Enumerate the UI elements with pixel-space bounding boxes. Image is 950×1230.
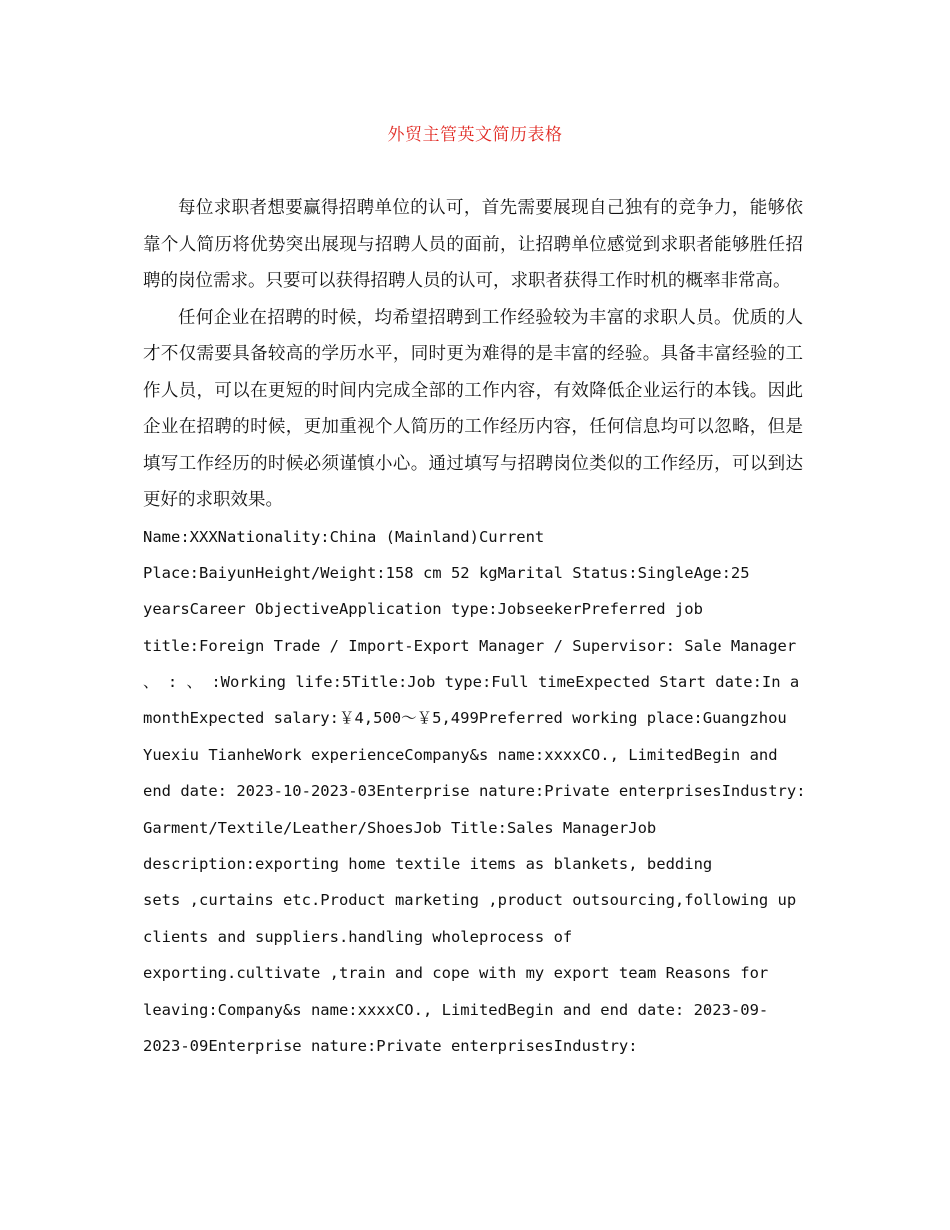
document-body xyxy=(143,190,806,1064)
resume-line: sets ,curtains etc.Product marketing ,product outsourcing,following up xyxy=(143,891,797,910)
resume-line: Yuexiu TianheWork experienceCompany&s name:xxxxCO., LimitedBegin and xyxy=(143,745,778,764)
resume-line: Name:XXXNationality:China (Mainland)Current xyxy=(143,527,545,546)
resume-line: clients and suppliers.handling wholeprocess of xyxy=(143,927,573,946)
resume-line: title:Foreign Trade / Import-Export Manager / Supervisor: Sale Manager xyxy=(143,636,797,655)
resume-line: description:exporting home textile items as blankets, bedding xyxy=(143,855,713,874)
resume-line: monthExpected salary:￥4,500～￥5,499Preferred working place:Guangzhou xyxy=(143,709,787,728)
resume-line: 2023-09Enterprise nature:Private enterprisesIndustry: xyxy=(143,1036,638,1055)
resume-line: end date: 2023-10-2023-03Enterprise nature:Private enterprisesIndustry: xyxy=(143,782,806,801)
intro-paragraph-2: 任何企业在招聘的时候，均希望招聘到工作经验较为丰富的求职人员。优质的人才不仅需要具备较高的学历水平，同时更为难得的是丰富的经验。具备丰富经验的工作人员，可以在更短的时间内完成全部的工作内容，有效降低企业运行的本钱。因此企业在招聘的时候，更加重视个人简历的工作经历内容，任何信息均可以忽略，但是填写工作经历的时候必须谨慎小心。通过填写与招聘岗位类似的工作经历，可以到达更好的求职效果。 xyxy=(143,307,803,510)
resume-line: Place:BaiyunHeight/Weight:158 cm 52 kgMarital Status:SingleAge:25 xyxy=(143,563,750,582)
resume-line: yearsCareer ObjectiveApplication type:JobseekerPreferred job xyxy=(143,600,703,619)
resume-line: 、 : 、 :Working life:5Title:Job type:Full timeExpected Start date:In a xyxy=(143,673,800,692)
document-title: 外贸主管英文简历表格 xyxy=(387,125,563,145)
resume-text-block xyxy=(143,519,806,1065)
intro-paragraph-1: 每位求职者想要赢得招聘单位的认可，首先需要展现自己独有的竞争力，能够依靠个人简历将优势突出展现与招聘人员的面前，让招聘单位感觉到求职者能够胜任招聘的岗位需求。只要可以获得招聘人员的认可，求职者获得工作时机的概率非常高。 xyxy=(143,198,803,291)
resume-line: leaving:Company&s name:xxxxCO., LimitedBegin and end date: 2023-09- xyxy=(143,1000,769,1019)
resume-line: exporting.cultivate ,train and cope with my export team Reasons for xyxy=(143,964,769,983)
resume-line: Garment/Textile/Leather/ShoesJob Title:Sales ManagerJob xyxy=(143,818,657,837)
